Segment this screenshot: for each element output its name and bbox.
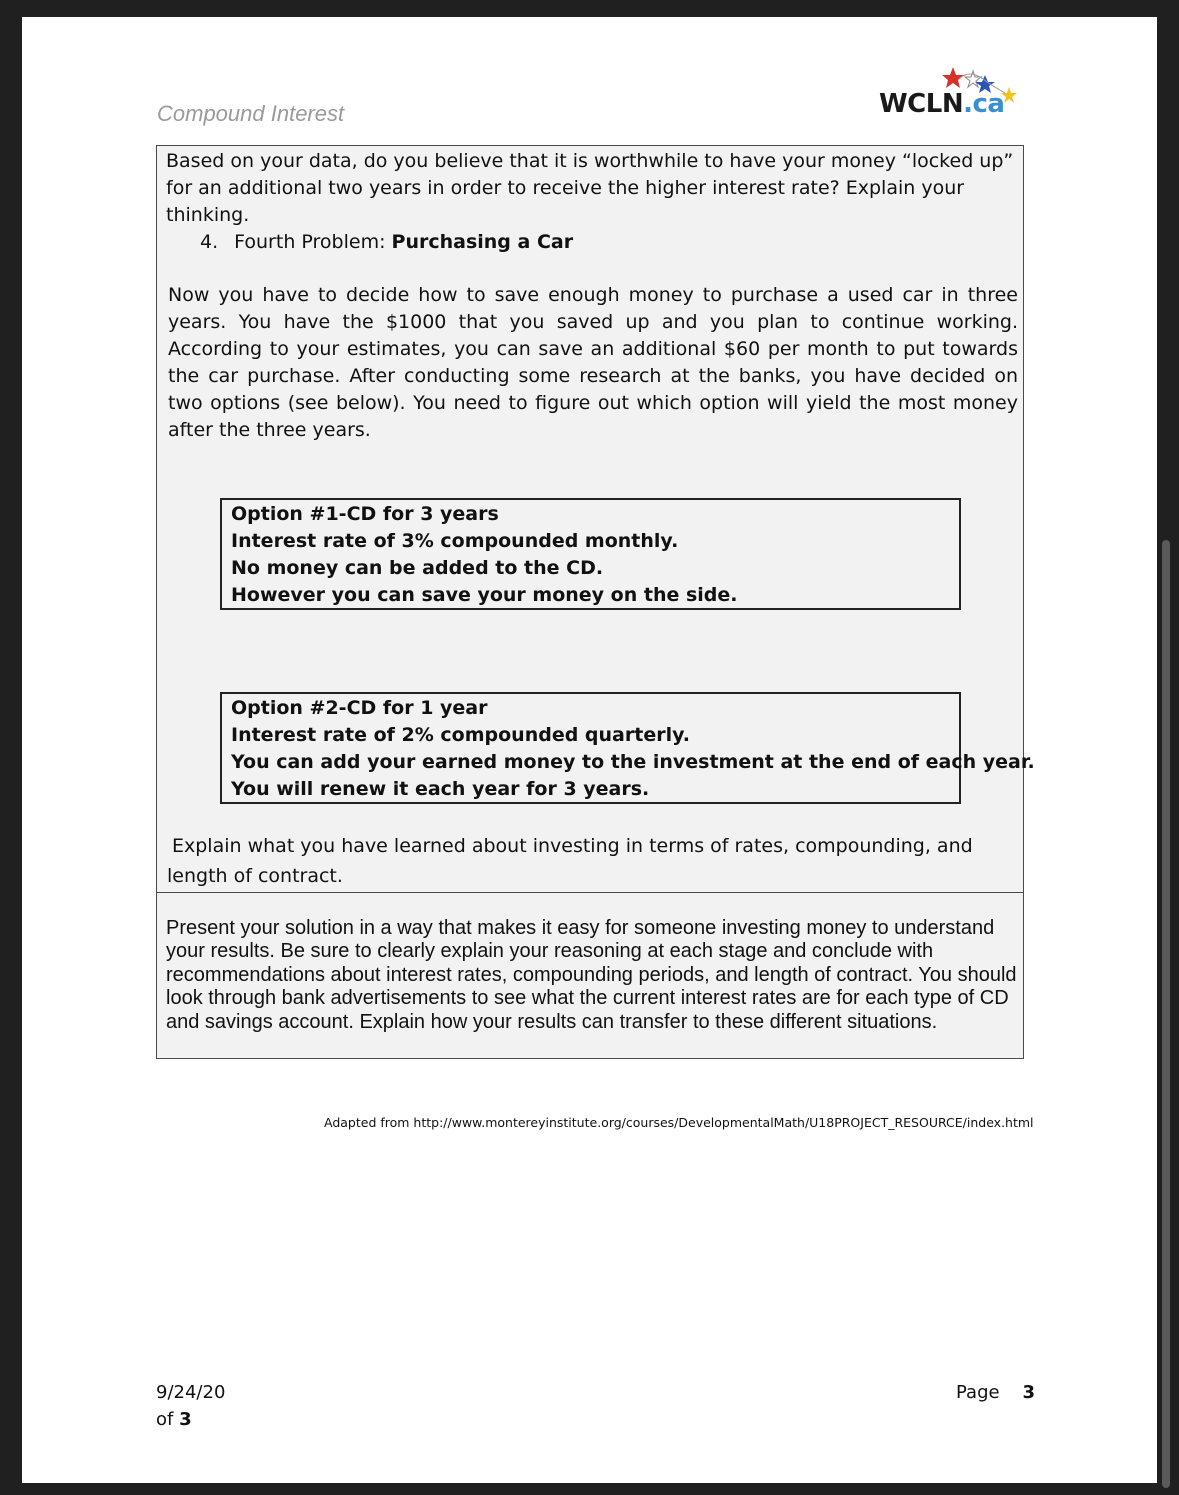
source-citation: Adapted from http://www.montereyinstitute.org/courses/DevelopmentalMath/U18PROJECT_RESOURCE/index.html xyxy=(324,1115,1034,1130)
option-2-line: Interest rate of 2% compounded quarterly. xyxy=(231,724,690,746)
option-1-box xyxy=(220,498,961,610)
car-scenario-paragraph: Now you have to decide how to save enough money to purchase a used car in three years. You have the $1000 that you saved up and you plan to continue working. According to your estimates, you can save an additional $60 per month to put towards the car purchase. After conducting some research at the banks, you have decided on two options (see below). You need to figure out which option will yield the most money after the three years. xyxy=(168,284,1018,441)
footer-page-number xyxy=(956,1379,1035,1406)
present-instructions: Present your solution in a way that makes it easy for someone investing money to understand your results. Be sure to clearly explain your reasoning at each stage and conclude with recommendations about interest rates, compounding periods, and length of contract. You should look through bank advertisements to see what the current interest rates are for each type of CD and savings account. Explain how your results can transfer to these different situations. xyxy=(166,917,1017,1033)
footer-date-block xyxy=(156,1379,225,1433)
footer-of-pages xyxy=(156,1406,225,1433)
option-2-line: You can add your earned money to the investment at the end of each year. xyxy=(231,751,1035,773)
problem-number: 4. xyxy=(200,231,219,253)
problem-label: Fourth Problem: xyxy=(234,231,392,253)
footer-page-value: 3 xyxy=(1022,1382,1035,1403)
footer-date: 9/24/20 xyxy=(156,1382,226,1403)
footer-total-pages: 3 xyxy=(179,1409,192,1430)
logo-text xyxy=(879,89,1004,119)
footer-page-label: Page xyxy=(956,1382,1000,1403)
intro-question: Based on your data, do you believe that it is worthwhile to have your money “locked up” for an additional two years in order to receive the higher interest rate? Explain your thinking. xyxy=(166,150,1014,226)
problem-box xyxy=(156,145,1035,1059)
option-1-line: Option #1-CD for 3 years xyxy=(231,503,499,525)
option-1-line: No money can be added to the CD. xyxy=(231,557,604,579)
box-divider xyxy=(157,892,1023,893)
vertical-scrollbar-thumb[interactable] xyxy=(1162,540,1170,1488)
option-1-line: Interest rate of 3% compounded monthly. xyxy=(231,530,679,552)
logo-tld: .ca xyxy=(963,89,1005,119)
option-2-box xyxy=(220,692,1035,804)
problem-heading xyxy=(200,229,573,256)
explain-question: Explain what you have learned about investing in terms of rates, compounding, and length of contract. xyxy=(167,835,973,887)
option-2-line: You will renew it each year for 3 years. xyxy=(231,778,650,800)
wcln-logo xyxy=(879,65,1024,125)
header-title: Compound Interest xyxy=(157,101,345,126)
logo-main: WCLN xyxy=(879,89,964,119)
footer-of-label: of xyxy=(156,1409,180,1430)
problem-title: Purchasing a Car xyxy=(391,231,574,253)
option-1-line: However you can save your money on the side. xyxy=(231,584,738,606)
option-2-line: Option #2-CD for 1 year xyxy=(231,697,488,719)
document-page xyxy=(22,17,1157,1483)
